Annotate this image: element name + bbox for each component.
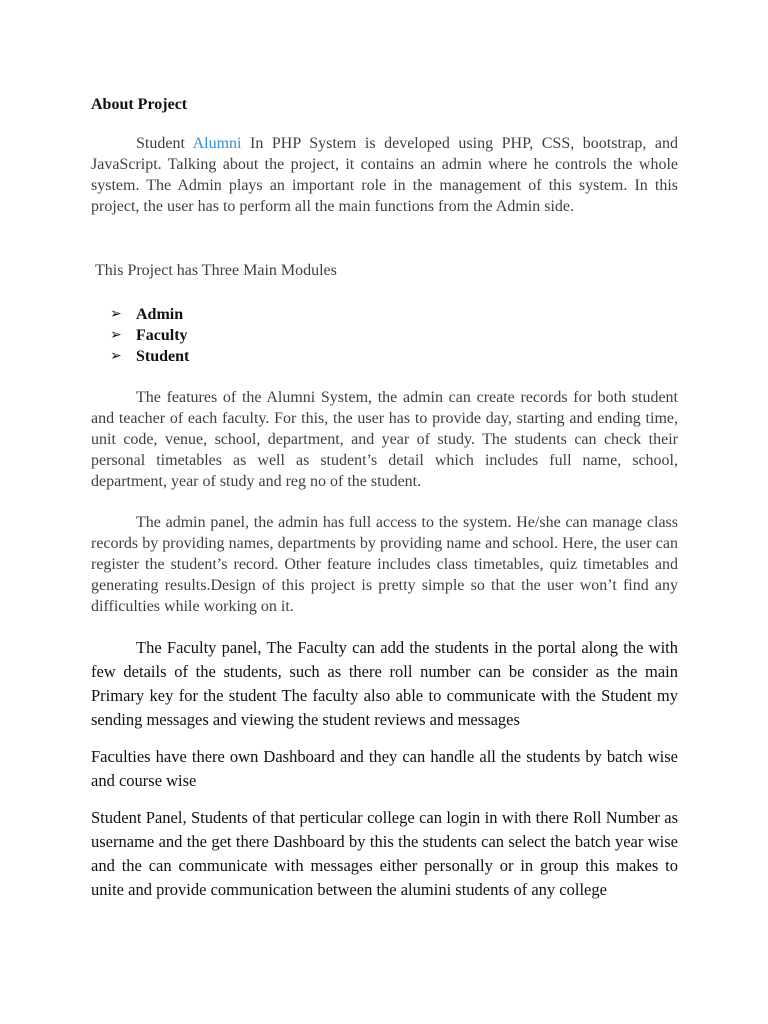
alumni-link[interactable]: Alumni — [192, 135, 242, 152]
intro-prefix: Student — [136, 135, 193, 152]
list-item — [110, 346, 189, 367]
module-list — [110, 304, 189, 367]
faculty-panel-paragraph: The Faculty panel, The Faculty can add the students in the portal along the with few details of the students, such as there roll number can be consider as the main Primary key for the student The faculty also able to communicate with the Student my sending messages and viewing the student reviews and messages — [91, 638, 678, 729]
student-panel-paragraph: Student Panel, Students of that perticular college can login in with there Roll Number as username and the get there Dashboard by this the students can select the batch year wise and the can communicate with messages either personally or in group this makes to unite and provide communication between the alumini students of any college — [91, 808, 678, 899]
module-label: Admin — [136, 306, 184, 323]
module-label: Faculty — [136, 327, 188, 344]
intro-paragraph — [91, 133, 678, 217]
module-label: Student — [136, 348, 190, 365]
faculty-dashboard-paragraph: Faculties have there own Dashboard and they can handle all the students by batch wise and course wise — [91, 747, 678, 790]
modules-intro: This Project has Three Main Modules — [95, 262, 337, 279]
list-item — [110, 304, 189, 325]
arrowhead-bullet-icon: ➢ — [110, 327, 122, 343]
page-title: About Project — [91, 96, 188, 113]
features-paragraph: The features of the Alumni System, the admin can create records for both student and teacher of each faculty. For this, the user has to provide day, starting and ending time, unit code, venue, school, department, and year of study. The students can check their personal timetables as well as student’s detail which includes full name, school, department, year of study and reg no of the student. — [91, 389, 678, 490]
admin-panel-paragraph: The admin panel, the admin has full access to the system. He/she can manage class records by providing names, departments by providing name and school. Here, the user can register the student’s record. Other feature includes class timetables, quiz timetables and generating results.Design of this project is pretty simple so that the user won’t find any difficulties while working on it. — [91, 514, 678, 615]
list-item — [110, 325, 189, 346]
arrowhead-bullet-icon: ➢ — [110, 348, 122, 364]
arrowhead-bullet-icon: ➢ — [110, 306, 122, 322]
intro-body: In PHP System is developed using PHP, CSS, bootstrap, and JavaScript. Talking about the project, it contains an admin where he controls the whole system. The Admin plays an important role in the management of this system. In this project, the user has to perform all the main functions from the Admin side. — [91, 135, 678, 215]
